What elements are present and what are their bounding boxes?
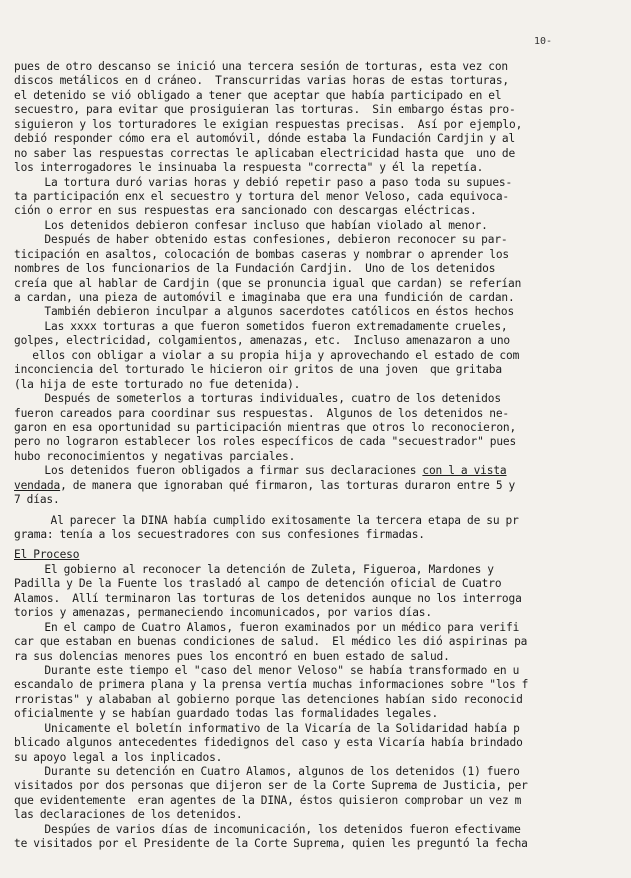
line-text: secuestro, para evitar que prosiguieran las torturas. Sin embargo éstas pro- (14, 103, 516, 117)
line-text: torios y amenazas, permaneciendo incomunicados, por varios días. (14, 606, 432, 620)
line-text: pero no lograron establecer los roles específicos de cada "secuestrador" pues (14, 435, 517, 449)
line-text: las declaraciones de los detenidos. (14, 808, 243, 822)
text-line (14, 693, 618, 707)
line-text: ta participación enx el secuestro y tortura del menor Veloso, cada equivoca- (14, 189, 509, 203)
line-text: oficialmente y se habían guardado todas las formalidades legales. (14, 707, 439, 721)
text-line (14, 74, 618, 88)
text-line (14, 808, 618, 822)
text-line (14, 650, 618, 664)
line-text: te visitados por el Presidente de la Corte Suprema, quien les preguntó la fecha (14, 837, 528, 851)
line-text: Durante su detención en Cuatro Alamos, algunos de los detenidos (1) fuero (14, 765, 520, 778)
text-line (14, 132, 618, 146)
line-text: escandalo de primera plana y la prensa vertía muchas informaciones sobre "los f (14, 678, 529, 692)
line-text: Los detenidos fueron obligados a firmar sus declaraciones (14, 464, 423, 478)
text-line (14, 635, 618, 649)
text-line (14, 334, 618, 348)
line-text: ellos con obligar a violar a su propia hija y aprovechando el estado de com (14, 348, 520, 362)
text-line (14, 363, 618, 377)
text-line (14, 514, 618, 528)
text-line (14, 765, 618, 779)
line-text: En el campo de Cuatro Alamos, fueron examinados por un médico para verifi (14, 620, 520, 634)
underlined-text: con l a vista (422, 464, 507, 478)
line-text: el detenido se vió obligado a tener que aceptar que había participado en el (14, 88, 502, 102)
line-text: ticipación en asaltos, colocación de bombas caseras y nombrar o aprender los (14, 247, 509, 261)
text-line (14, 707, 618, 721)
text-line (14, 277, 618, 291)
line-text-continued: , de manera que ignoraban qué firmaron, las torturas duraron entre 5 y (60, 478, 516, 492)
line-text: los interrogadores le insinuaba la respuesta "correcta" y él la repetía. (14, 161, 484, 175)
text-line (14, 378, 618, 392)
line-text: 7 días. (14, 493, 60, 507)
text-line (14, 89, 618, 103)
text-line (14, 823, 618, 837)
text-line (14, 421, 618, 435)
line-text: (la hija de este torturado no fue detenida). (14, 377, 301, 391)
text-line (14, 736, 618, 750)
text-line (14, 606, 618, 620)
line-text: El gobierno al reconocer la detención de Zuleta, Figueroa, Mardones y (14, 562, 494, 576)
line-text: Después de haber obtenido estas confesiones, debieron reconocer su par- (14, 233, 508, 247)
line-text: garon en esa oportunidad su participación mientras que otros lo reconocieron, (14, 420, 517, 434)
text-line (14, 528, 618, 542)
line-text: Unicamente el boletín informativo de la Vicaría de la Solidaridad había p (14, 721, 520, 735)
text-line (14, 621, 618, 635)
document-body (14, 60, 618, 852)
text-line (14, 450, 618, 464)
text-line (14, 577, 618, 591)
text-line (14, 176, 618, 190)
text-line (14, 262, 618, 276)
line-text: nombres de los funcionarios de la Fundación Cardjin. Uno de los detenidos (14, 262, 496, 276)
text-line (14, 722, 618, 736)
line-text: no saber las respuestas correctas le aplicaban electricidad hasta que uno de (14, 146, 516, 160)
text-line (14, 493, 618, 507)
text-line (14, 837, 618, 851)
line-text: rroristas" y alababan al gobierno porque las detenciones habían sido reconocid (14, 692, 523, 706)
text-line (14, 751, 618, 765)
line-text: a cardan, una pieza de automóvil e imaginaba que era una fundición de cardan. (14, 291, 515, 304)
line-text: También debieron inculpar a algunos sacerdotes católicos en éstos hechos (14, 305, 515, 319)
text-line (14, 479, 618, 493)
line-text: car que estaban en buenas condiciones de salud. El médico les dió aspirinas pa (14, 635, 528, 649)
line-text: blicado algunos antecedentes fidedignos del caso y esta Vicaría había brindado (14, 736, 523, 750)
underlined-text: vendada (14, 478, 61, 492)
section-heading-text: El Proceso (14, 548, 80, 562)
line-text: creía que al hablar de Cardjin (que se pronuncia igual que cardan) se referían (14, 276, 522, 290)
text-line (14, 204, 618, 218)
text-line (14, 678, 618, 692)
text-line (14, 794, 618, 808)
text-line (14, 563, 618, 577)
line-text: su apoyo legal a los inplicados. (14, 750, 223, 764)
text-line (14, 592, 618, 606)
line-text: que evidentemente eran agentes de la DINA, éstos quisieron comprobar un vez m (14, 793, 522, 807)
line-text: grama: tenía a los secuestradores con sus confesiones firmadas. (14, 528, 425, 541)
page-number: 10- (534, 36, 553, 47)
text-line (14, 664, 618, 678)
line-text: Despúes de varios días de incomunicación, los detenidos fueron efectivame (14, 822, 521, 836)
text-line (14, 219, 618, 233)
text-line (14, 190, 618, 204)
line-text: fueron careados para coordinar sus respuestas. Algunos de los detenidos ne- (14, 406, 509, 420)
text-line (14, 407, 618, 421)
line-text: discos metálicos en d cráneo. Transcurridas varias horas de estas torturas, (14, 74, 509, 88)
text-line (14, 147, 618, 161)
line-text: hubo reconocimientos y negativas parciales. (14, 449, 296, 463)
text-line (14, 435, 618, 449)
text-line (14, 392, 618, 406)
line-text: Las xxxx torturas a que fueron sometidos fueron extremadamente crueles, (14, 319, 508, 333)
text-line (14, 464, 618, 478)
line-text: La tortura duró varias horas y debió repetir paso a paso toda su supues- (14, 175, 513, 189)
line-text: Al parecer la DINA había cumplido exitosamente la tercera etapa de su pr (14, 513, 519, 527)
text-line (14, 291, 618, 305)
line-text: Después de someterlos a torturas individuales, cuatro de los detenidos (14, 392, 501, 406)
line-text: Padilla y De la Fuente los trasladó al campo de detención oficial de Cuatro (14, 577, 502, 591)
text-line (14, 779, 618, 793)
line-text: Los detenidos debieron confesar incluso que habían violado al menor. (14, 218, 488, 232)
text-line (14, 349, 618, 363)
text-line (14, 161, 618, 175)
text-line (14, 103, 618, 117)
line-text: debió responder cómo era el automóvil, dónde estaba la Fundación Cardjin y al (14, 132, 516, 146)
section-heading (14, 548, 618, 562)
text-line (14, 305, 618, 319)
line-text: visitados por dos personas que dijeron ser de la Corte Suprema de Justicia, per (14, 779, 528, 793)
line-text: ción o error en sus respuestas era sancionado con descargas eléctricas. (14, 204, 477, 218)
line-text: inconciencia del torturado le hicieron oir gritos de una joven que gritaba (14, 363, 502, 377)
line-text: golpes, electricidad, colgamientos, amenazas, etc. Incluso amenazaron a uno (14, 334, 510, 348)
text-line (14, 118, 618, 132)
line-text: siguieron y los torturadores le exigian respuestas precisas. Así por ejemplo, (14, 117, 523, 131)
line-text: pues de otro descanso se inició una tercera sesión de torturas, esta vez con (14, 60, 508, 73)
text-line (14, 320, 618, 334)
text-line (14, 233, 618, 247)
text-line (14, 60, 618, 74)
line-text: Alamos. Allí terminaron las torturas de los detenidos aunque no los interroga (14, 591, 522, 605)
line-text: ra sus dolencias menores pues los encontró en buen estado de salud. (14, 649, 450, 663)
line-text: Durante este tiempo el "caso del menor Veloso" se había transformado en u (14, 663, 520, 677)
text-line (14, 248, 618, 262)
